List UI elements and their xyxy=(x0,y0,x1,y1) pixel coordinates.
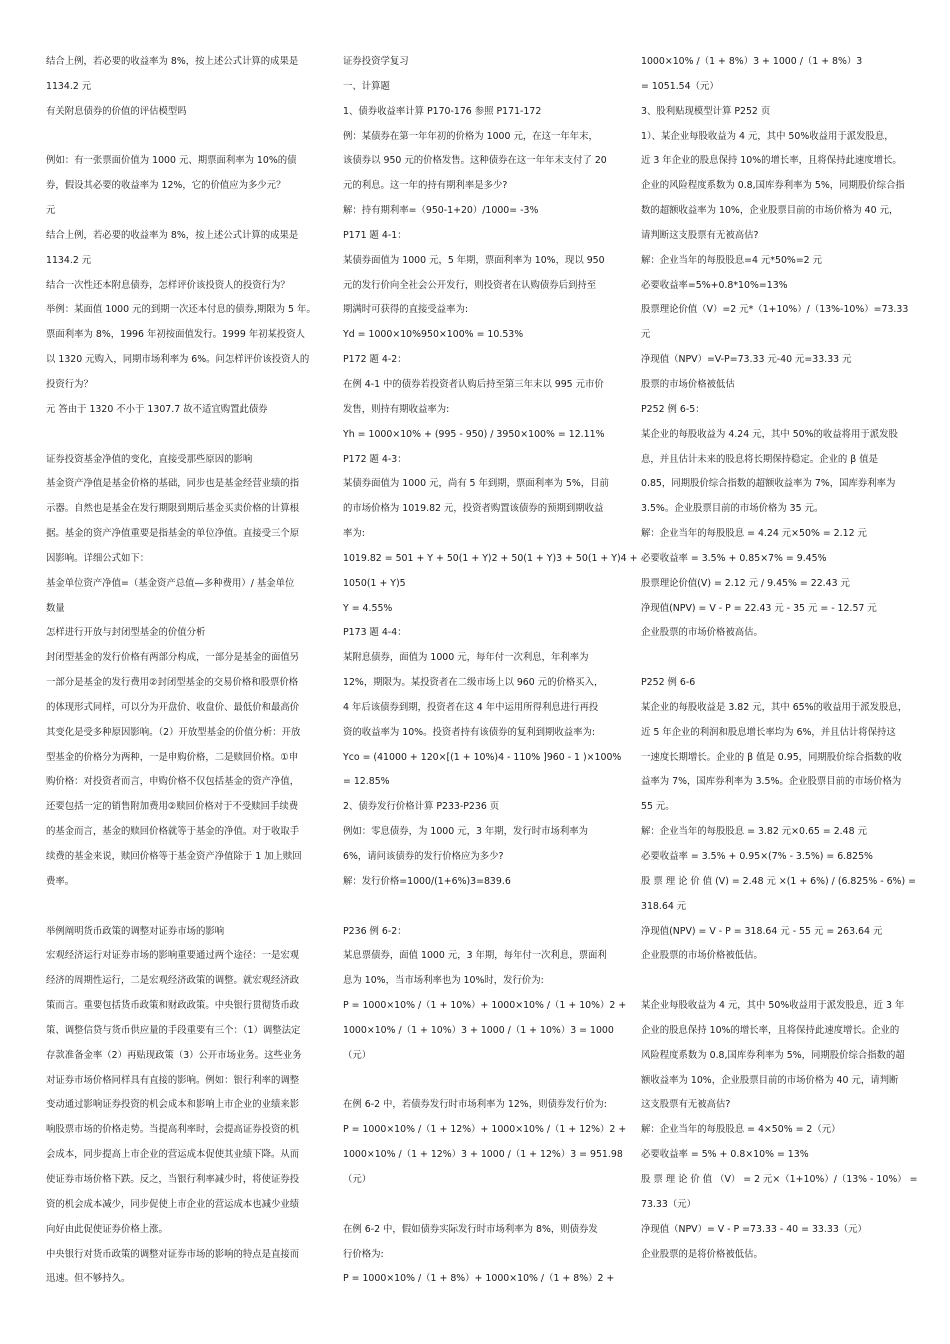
text-line: 向好由此促使证券价格上涨。 xyxy=(46,1223,168,1235)
text-line: 证券投资学复习 xyxy=(343,56,409,67)
text-line: 购价格：对投资者而言，申购价格不仅包括基金的资产净值， xyxy=(46,776,300,788)
text-line: 股票的市场价格被低估 xyxy=(641,378,735,390)
text-line: 企业的股息保持 10%的增长率，且将保持此速度增长。企业的 xyxy=(641,1024,900,1036)
text-line: 解：发行价格=1000/(1+6%)3=839.6 xyxy=(343,875,511,887)
text-line: （元） xyxy=(343,1173,372,1185)
text-line: 的体现形式同样，可以分为开盘价、收盘价、最低价和最高价 xyxy=(46,701,300,713)
text-line: 1000×10% /（1 + 12%）3 + 1000 /（1 + 12%）3 = 951.98 xyxy=(343,1149,623,1161)
text-line: 某债券面值为 1000 元，尚有 5 年到期，票面利率为 5%，目前 xyxy=(343,478,609,490)
text-line: 某企业的每股收益是 3.82 元，其中 65%的收益用于派发股息， xyxy=(641,701,908,713)
text-line: 这支股票有无被高估? xyxy=(641,1099,731,1111)
text-line: Y = 4.55% xyxy=(343,602,393,614)
text-line: Yco = (41000 + 120×[(1 + 10%)4 - 110% ]960 - 1 )×100% xyxy=(343,751,622,763)
text-line: 某债券面值为 1000 元，5 年期，票面利率为 10%，现以 950 xyxy=(343,254,605,266)
text-line: 55 元。 xyxy=(641,801,675,813)
text-line: 其变化是受多种原因影响。（2）开放型基金的价值分析：开放 xyxy=(46,726,301,738)
text-line: 0.85，同期股价综合指数的超额收益率为 7%，国库券利率为 xyxy=(641,478,896,490)
text-line: 净现值(NPV) = V - P = 22.43 元 - 35 元 = - 12.57 元 xyxy=(641,602,877,614)
text-line: 股 票 理 论 价 值 （V） = 2 元×（1+10%）/（13% - 10%） = xyxy=(641,1173,918,1185)
text-line: 例如：零息债券，为 1000 元，3 年期，发行时市场利率为 xyxy=(343,826,589,838)
text-line: 例：某债券在第一年年初的价格为 1000 元，在这一年年末， xyxy=(343,130,598,142)
left-column xyxy=(46,50,314,1292)
text-line: 近 3 年企业的股息保持 10%的增长率，且将保持此速度增长。 xyxy=(641,155,902,167)
text-line: 券，假设其必要的收益率为 12%，它的价值应为多少元？ xyxy=(46,180,286,192)
text-line: 股票理论价值(V) = 2.12 元 / 9.45% = 22.43 元 xyxy=(641,577,850,589)
text-line: 该债券以 950 元的价格发售。这种债券在这一年年末支付了 20 xyxy=(343,155,607,167)
text-line: 封闭型基金的发行价格有两部分构成，一部分是基金的面值另 xyxy=(46,652,300,664)
text-line: 1000×10% /（1 + 8%）3 + 1000 /（1 + 8%）3 xyxy=(641,56,863,67)
text-line: 数量 xyxy=(46,602,65,614)
text-line: （元） xyxy=(343,1049,372,1061)
text-line: 风险程度系数为 0.8,国库券利率为 5%，同期股价综合指数的超 xyxy=(641,1049,905,1061)
text-line: 响股票市场的价格走势。当提高利率时，会提高证券投资的机 xyxy=(46,1124,300,1136)
text-line: 73.33（元） xyxy=(641,1198,696,1210)
text-line: 对证券市场价格同样具有直接的影响。例如：银行利率的调整 xyxy=(46,1074,300,1086)
text-line: 某附息债券，面值为 1000 元，每年付一次利息，年利率为 xyxy=(343,652,589,664)
text-line: 示器。自然也是基金在发行期限到期后基金买卖价格的计算根 xyxy=(46,503,300,515)
text-line: 息为 10%，当市场利率也为 10%时，发行价为: xyxy=(343,975,544,987)
text-line: 的基金而言，基金的赎回价格就等于基金的净值。对于收取手 xyxy=(46,826,300,838)
text-line xyxy=(46,423,314,448)
text-line: 续费的基金来说，赎回价格等于基金资产净值除于 1 加上赎回 xyxy=(46,851,302,862)
text-line: 近 5 年企业的利润和股息增长率均为 6%，并且估计将保持这 xyxy=(641,726,896,738)
text-line: 3.5%。企业股票目前的市场价格为 35 元。 xyxy=(641,503,824,515)
text-line xyxy=(343,1193,609,1218)
text-line: 在例 6-2 中，假如债券实际发行时市场利率为 8%，则债券发 xyxy=(343,1223,598,1235)
text-line: P172 题 4-3： xyxy=(343,453,407,465)
text-line: 必要收益率 = 5% + 0.8×10% = 13% xyxy=(641,1149,809,1161)
text-line: 宏观经济运行对证券市场的影响重要通过两个途径：一是宏观 xyxy=(46,950,300,962)
text-line: 股票理论价值（V）=2 元*（1+10%）/（13%-10%）=73.33 xyxy=(641,304,909,316)
text-line: 一速度长期增长。企业的 β 值是 0.95，同期股价综合指数的收 xyxy=(641,751,902,763)
text-line: 因影响。详细公式如下： xyxy=(46,552,150,564)
text-line: = 12.85% xyxy=(343,776,390,788)
text-line: 净现值(NPV) = V - P = 318.64 元 - 55 元 = 263.64 元 xyxy=(641,925,883,937)
text-line: 1050(1 + Y)5 xyxy=(343,577,406,589)
text-line: 迅速。但不够持久。 xyxy=(46,1273,131,1285)
text-line xyxy=(343,1069,609,1094)
text-line: 策、调整信贷与货币供应量的手段重要有三个：（1）调整法定 xyxy=(46,1024,301,1036)
text-line: 净现值（NPV）= V - P =73.33 - 40 = 33.33（元） xyxy=(641,1223,867,1235)
text-line: 一、计算题 xyxy=(343,80,390,92)
text-line: 3、股利贴现模型计算 P252 页 xyxy=(641,105,771,117)
text-line: 1）、某企业每股收益为 4 元，其中 50%收益用于派发股息， xyxy=(641,130,894,142)
text-line: 据。基金的资产净值重要是指基金的单位净值。直接受三个原 xyxy=(46,528,300,540)
text-line: 解：企业当年的每股股息 = 4.24 元×50% = 2.12 元 xyxy=(641,528,867,540)
text-line: 元 xyxy=(641,329,651,341)
middle-column xyxy=(343,50,638,1292)
text-line: P236 例 6-2： xyxy=(343,925,407,937)
text-line: P = 1000×10% /（1 + 8%）+ 1000×10% /（1 + 8%）2 + xyxy=(343,1273,615,1285)
text-line: P171 题 4-1： xyxy=(343,229,407,241)
text-line: 行价格为: xyxy=(343,1248,384,1260)
text-line: 解：企业当年的每股股息 = 4×50% = 2（元） xyxy=(641,1124,841,1136)
text-line: Yd = 1000×10%950×100% = 10.53% xyxy=(343,329,524,341)
text-line: 变动通过影响证券投资的机会成本和影响上市企业的业绩来影 xyxy=(46,1099,300,1111)
text-line: 费率。 xyxy=(46,875,75,887)
text-line: 基金资产净值是基金价格的基础，同步也是基金经营业绩的指 xyxy=(46,478,300,490)
text-line: 结合一次性还本附息债券，怎样评价该投资人的投资行为？ xyxy=(46,279,290,291)
text-line: = 1051.54（元） xyxy=(641,80,719,92)
text-line: P173 题 4-4： xyxy=(343,627,407,639)
text-line: 额收益率为 10%，企业股票目前的市场价格为 40 元，请判断 xyxy=(641,1074,899,1086)
text-line: 中央银行对货币政策的调整对证券市场的影响的特点是直接而 xyxy=(46,1248,300,1260)
text-line: 在例 6-2 中，若债券发行时市场利率为 12%，则债券发行价为: xyxy=(343,1099,607,1111)
text-line: 使证券市场价格下跌。反之，当银行利率减少时，将使证券投 xyxy=(46,1173,300,1185)
text-line: 元 xyxy=(46,205,56,217)
text-line: 请判断这支股票有无被高估? xyxy=(641,229,759,241)
text-line xyxy=(343,895,609,920)
text-line: 元的发行价向全社会公开发行，则投资者在认购债券后到持至 xyxy=(343,279,597,291)
text-line: 经济的周期性运行，二是宏观经济政策的调整。就宏观经济政 xyxy=(46,975,300,987)
text-line xyxy=(641,969,911,994)
text-line: 4 年后该债券到期，投资者在这 4 年中运用所得利息进行再投 xyxy=(343,701,599,713)
text-line: 票面利率为 8%，1996 年初按面值发行。1999 年初某投资人 xyxy=(46,329,306,341)
text-line: 的市场价格为 1019.82 元，投资者购置该债券的预期到期收益 xyxy=(343,503,604,515)
text-line: 企业股票的市场价格被高估。 xyxy=(641,627,763,639)
text-line: P252 例 6-5： xyxy=(641,403,705,415)
text-line: 数的超额收益率为 10%，企业股票目前的市场价格为 40 元， xyxy=(641,205,899,217)
text-line: 率为: xyxy=(343,528,365,540)
text-line: 息，并且估计未来的股息将长期保持稳定。企业的 β 值是 xyxy=(641,453,878,465)
text-line: 1134.2 元 xyxy=(46,80,92,92)
text-line: 1000×10% /（1 + 10%）3 + 1000 /（1 + 10%）3 = 1000 xyxy=(343,1024,614,1036)
text-line: P252 例 6-6 xyxy=(641,677,696,689)
text-line: 期满时可获得的直接受益率为: xyxy=(343,304,469,316)
text-line: 举例：某面值 1000 元的到期一次还本付息的债券,期限为 5 年。 xyxy=(46,304,316,316)
text-line: 股 票 理 论 价 值 (V) = 2.48 元 ×(1 + 6%) / (6.825% - 6%) = xyxy=(641,875,916,887)
text-line xyxy=(46,125,314,150)
text-line: P = 1000×10% /（1 + 10%）+ 1000×10% /（1 + 10%）2 + xyxy=(343,1000,627,1012)
text-line: 必要收益率 = 3.5% + 0.95×(7% - 3.5%) = 6.825% xyxy=(641,851,873,862)
text-line: 必要收益率 = 3.5% + 0.85×7% = 9.45% xyxy=(641,552,827,564)
text-line: 一部分是基金的发行费用②封闭型基金的交易价格和股票价格 xyxy=(46,677,299,689)
text-line: 2、债券发行价格计算 P233-P236 页 xyxy=(343,801,500,813)
text-line: 举例阐明货币政策的调整对证券市场的影响 xyxy=(46,925,225,937)
text-line: 投资行为？ xyxy=(46,378,93,390)
text-line: 在例 4-1 中的债券若投资者认购后持至第三年末以 995 元市价 xyxy=(343,378,604,390)
text-line: 企业股票的是将价格被低估。 xyxy=(641,1248,763,1260)
text-line: P172 题 4-2： xyxy=(343,354,407,366)
text-line: 解：企业当年的每股股息 = 3.82 元×0.65 = 2.48 元 xyxy=(641,826,867,838)
text-line xyxy=(46,895,314,920)
text-line xyxy=(641,646,911,671)
text-line: 解：企业当年的每股股息=4 元*50%=2 元 xyxy=(641,254,823,266)
text-line: 必要收益率=5%+0.8*10%=13% xyxy=(641,279,788,291)
text-line: 元 答由于 1320 不小于 1307.7 故不适宜购置此债券 xyxy=(46,403,268,415)
text-line: 证券投资基金净值的变化，直接受那些原因的影响 xyxy=(46,453,253,465)
text-line: 1019.82 = 501 + Y + 50(1 + Y)2 + 50(1 + Y)3 + 50(1 + Y)4 + xyxy=(343,552,638,564)
text-line: 净现值（NPV）=V-P=73.33 元-40 元=33.33 元 xyxy=(641,354,852,366)
text-line: 6%，请问该债券的发行价格应为多少? xyxy=(343,851,504,862)
text-line: Yh = 1000×10% + (995 - 950) / 3950×100% = 12.11% xyxy=(343,428,605,440)
text-line: P = 1000×10% /（1 + 12%）+ 1000×10% /（1 + 12%）2 + xyxy=(343,1124,627,1136)
text-line: 1134.2 元 xyxy=(46,254,92,266)
text-line: 型基金的价格分为两种，一是申购价格，二是赎回价格。①申 xyxy=(46,751,299,763)
text-line: 基金单位资产净值=（基金资产总值—多种费用）/ 基金单位 xyxy=(46,577,295,589)
text-line: 策而言。重要包括货币政策和财政政策。中央银行贯彻货币政 xyxy=(46,1000,300,1012)
text-line: 元的利息。这一年的持有期利率是多少? xyxy=(343,180,508,192)
text-line: 益率为 7%，国库券利率为 3.5%。企业股票目前的市场价格为 xyxy=(641,776,902,788)
text-line: 企业股票的市场价格被低估。 xyxy=(641,950,763,962)
text-line: 有关附息债券的价值的评估模型吗 xyxy=(46,105,187,117)
text-line: 例如：有一张票面价值为 1000 元、期票面利率为 10%的债 xyxy=(46,155,297,167)
text-line: 发售，则持有期收益率为: xyxy=(343,403,450,415)
text-line: 还要包括一定的销售附加费用②赎回价格对于不受赎回手续费 xyxy=(46,801,299,813)
right-column xyxy=(641,50,918,1267)
text-line: 存款准备金率（2）再贴现政策（3）公开市场业务。这些业务 xyxy=(46,1049,302,1061)
text-line: 以 1320 元购入，同期市场利率为 6%。问怎样评价该投资人的 xyxy=(46,354,310,366)
text-line: 某企业每股收益为 4 元，其中 50%收益用于派发股息，近 3 年 xyxy=(641,1000,905,1012)
text-line: 某息票债券，面值 1000 元，3 年期，每年付一次利息，票面利 xyxy=(343,950,607,962)
text-line: 资的收益率为 10%。投资者持有该债券的复利到期收益率为: xyxy=(343,726,595,738)
text-line: 结合上例，若必要的收益率为 8%，按上述公式计算的成果是 xyxy=(46,56,299,67)
text-line: 318.64 元 xyxy=(641,900,687,912)
text-line: 资的机会成本减少，同步促使上市企业的营运成本也减少业绩 xyxy=(46,1198,300,1210)
text-line: 解：持有期利率=（950-1+20）/1000= -3% xyxy=(343,205,539,217)
text-line: 1、债券收益率计算 P170-176 参照 P171-172 xyxy=(343,105,542,117)
text-line: 会成本，同步提高上市企业的营运成本促使其业绩下降。从而 xyxy=(46,1149,300,1161)
text-line: 怎样进行开放与封闭型基金的价值分析 xyxy=(46,627,206,639)
text-line: 12%，期限为。某投资者在二级市场上以 960 元的价格买入， xyxy=(343,677,604,689)
text-line: 结合上例，若必要的收益率为 8%，按上述公式计算的成果是 xyxy=(46,229,299,241)
text-line: 企业的风险程度系数为 0.8,国库券利率为 5%，同期股价综合指 xyxy=(641,180,905,192)
text-line: 某企业的每股收益为 4.24 元，其中 50%的收益将用于派发股 xyxy=(641,428,898,440)
